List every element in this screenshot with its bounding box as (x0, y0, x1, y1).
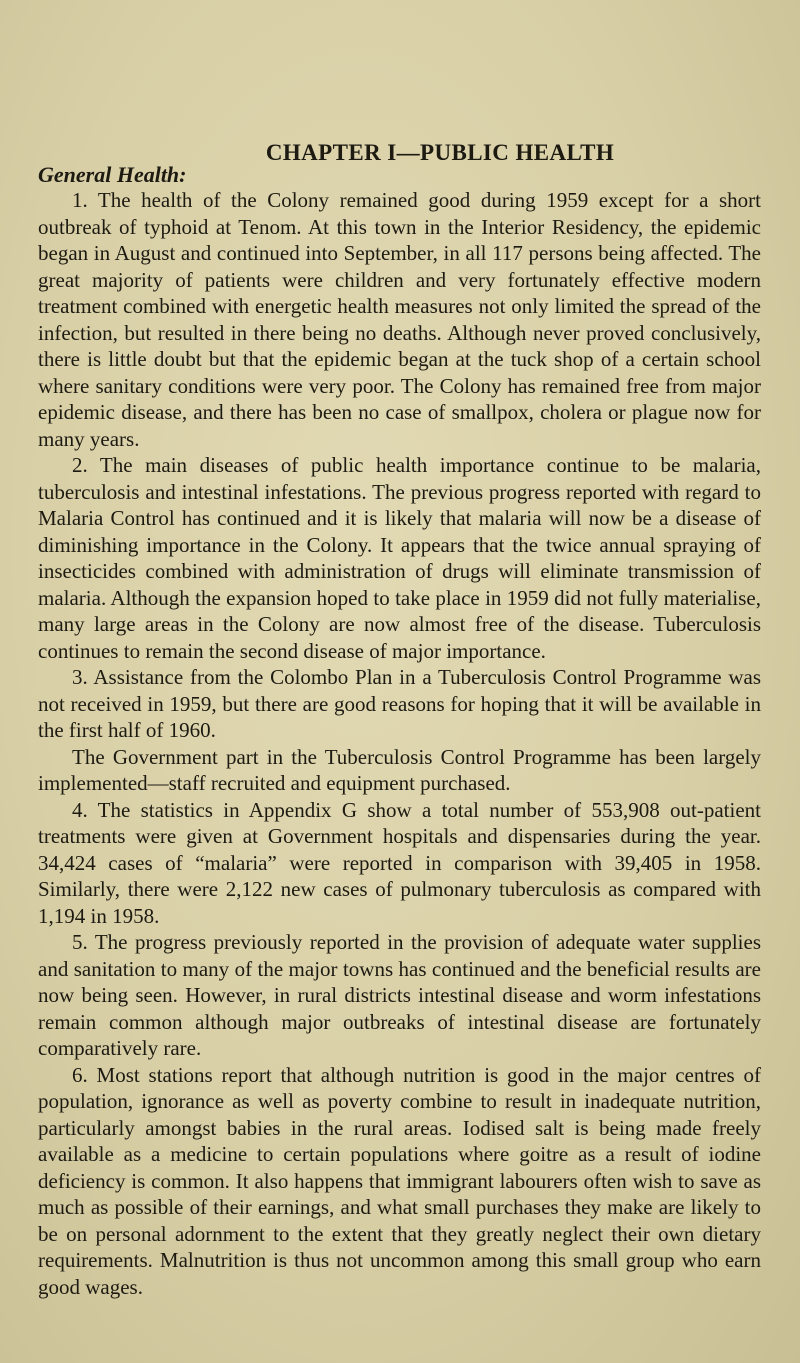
paragraph-2: 2. The main diseases of public health importance continue to be malaria, tuberculosis and intestinal infestations. The previous progress reported with regard to Malaria Control has continued and it is likely that malaria will now be a disease of diminishing importance in the Colony. It appears that the twice annual spraying of insecticides combined with administration of drugs will eliminate transmission of malaria. Although the expansion hoped to take place in 1959 did not fully materialise, many large areas in the Colony are now almost free of the disease. Tuberculosis continues to remain the second disease of major importance. (38, 453, 761, 663)
paragraph-3-continued: The Government part in the Tuberculosis Control Programme has been largely implemented—staff recruited and equipment purchased. (38, 744, 761, 795)
body-text (38, 187, 761, 1300)
chapter-title: CHAPTER I—PUBLIC HEALTH (265, 140, 615, 165)
paragraph-3: 3. Assistance from the Colombo Plan in a Tuberculosis Control Programme was not received in 1959, but there are good reasons for hoping that it will be available in the first half of 1960. (38, 665, 761, 742)
paragraph-1: 1. The health of the Colony remained good during 1959 except for a short outbreak of typhoid at Tenom. At this town in the Interior Residency, the epidemic began in August and continued into September, in all 117 persons being affected. The great majority of patients were children and very fortunately effective modern treatment combined with energetic health measures not only limited the spread of the infection, but resulted in there being no deaths. Although never proved conclusively, there is little doubt but that the epidemic began at the tuck shop of a certain school where sanitary conditions were very poor. The Colony has remained free from major epidemic disease, and there has been no case of smallpox, cholera or plague now for many years. (38, 188, 761, 451)
paragraph-5: 5. The progress previously reported in the provision of adequate water supplies and sanitation to many of the major towns has continued and the beneficial results are now being seen. However, in rural districts intestinal disease and worm infestations remain common although major outbreaks of intestinal disease are fortunately comparatively rare. (38, 930, 761, 1060)
section-heading: General Health: (38, 162, 187, 187)
paragraph-6: 6. Most stations report that although nutrition is good in the major centres of population, ignorance as well as poverty combine to result in inadequate nutrition, particularly amongst babies in the rural areas. Iodised salt is being made freely available as a medicine to certain populations where goitre as a result of iodine deficiency is common. It also happens that immigrant labourers often wish to save as much as possible of their earnings, and what small purchases they make are likely to be on personal adornment to the extent that they greatly neglect their own dietary requirements. Malnutrition is thus not uncommon among this small group who earn good wages. (38, 1062, 761, 1299)
paragraph-4: 4. The statistics in Appendix G show a total number of 553,908 out-patient treatments were given at Government hospitals and dispensaries during the year. 34,424 cases of “malaria” were reported in comparison with 39,405 in 1958. Similarly, there were 2,122 new cases of pulmonary tuberculosis as compared with 1,194 in 1958. (38, 797, 761, 928)
